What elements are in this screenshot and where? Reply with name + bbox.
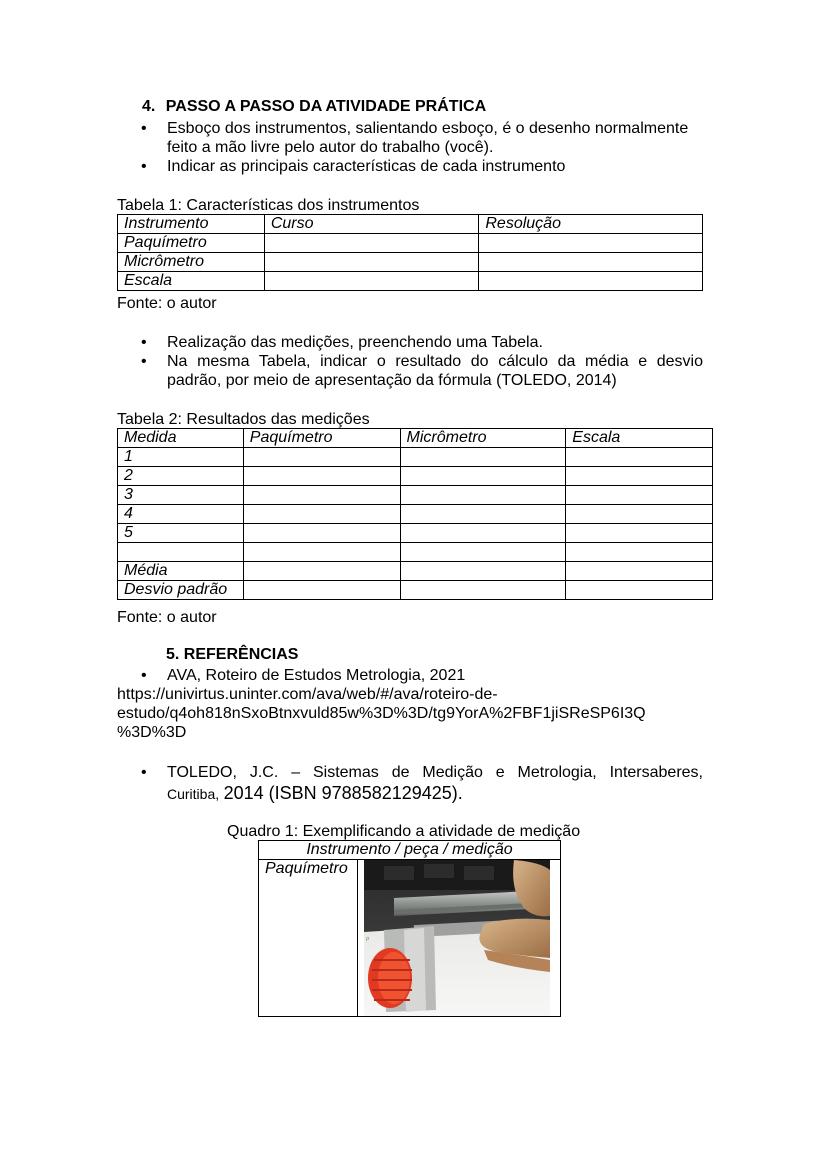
reference-url-line: https://univirtus.uninter.com/ava/web/#/ava/roteiro-de- [117, 686, 498, 703]
measurement-bullets [141, 333, 703, 390]
table-row [118, 272, 703, 291]
table2-source: Fonte: o autor [117, 609, 217, 626]
table-cell: Escala [118, 272, 265, 291]
reference-item: • AVA, Roteiro de Estudos Metrologia, 2021 [141, 666, 703, 685]
bullet-item: • Esboço dos instrumentos, salientando esboço, é o desenho normalmente feito a mão livre pelo autor do trabalho (você). [141, 119, 703, 157]
section4-title: PASSO A PASSO DA ATIVIDADE PRÁTICA [165, 98, 487, 115]
reference-item [141, 763, 703, 804]
table-cell: 2 [118, 467, 244, 486]
section4-number: 4. [142, 98, 156, 115]
table-row [118, 486, 713, 505]
table-row [118, 581, 713, 600]
table1-source: Fonte: o autor [117, 295, 217, 312]
table2-caption: Tabela 2: Resultados das medições [117, 411, 370, 428]
reference-line: • TOLEDO, J.C. – Sistemas de Medição e Metrologia, Intersaberes, [167, 764, 703, 781]
table-cell: 5 [118, 524, 244, 543]
table-header-cell: Escala [566, 429, 713, 448]
table-cell: Paquímetro [259, 860, 358, 1017]
references-list-2 [141, 763, 703, 804]
table-row [118, 234, 703, 253]
table-header-cell: Micrômetro [400, 429, 566, 448]
table-header-cell: Instrumento [118, 215, 265, 234]
table-header-cell: Curso [264, 215, 479, 234]
table-cell [479, 234, 703, 253]
reference-city: Curitiba, [167, 786, 220, 802]
table-header-cell: Instrumento / peça / medição [259, 841, 561, 860]
table-cell [264, 272, 479, 291]
table-cell: Média [118, 562, 244, 581]
table-cell: 3 [118, 486, 244, 505]
table-header-row [259, 841, 561, 860]
table-row [118, 505, 713, 524]
caliper-photo [364, 860, 550, 1016]
table-row [118, 467, 713, 486]
quadro1 [258, 840, 561, 1017]
reference-url-line: %3D%3D [117, 724, 187, 741]
table-row [118, 524, 713, 543]
reference-line-2 [167, 784, 703, 804]
section4-heading [142, 98, 486, 116]
reference-url-line: estudo/q4oh818nSxoBtnxvuld85w%3D%3D/tg9YorA%2FBF1jiSReSP6I3Q [117, 705, 646, 722]
table-cell: Micrômetro [118, 253, 265, 272]
section5-title: 5. REFERÊNCIAS [166, 646, 299, 663]
table-cell [264, 234, 479, 253]
table-row [118, 562, 713, 581]
table-cell: Paquímetro [118, 234, 265, 253]
table1 [117, 214, 703, 291]
table-cell: 4 [118, 505, 244, 524]
table-row [259, 860, 561, 1017]
table-cell [479, 272, 703, 291]
section4-bullets [141, 119, 703, 176]
table-header-row [118, 215, 703, 234]
bullet-item: • Na mesma Tabela, indicar o resultado do cálculo da média e desvio padrão, por meio de apresentação da fórmula (TOLEDO, 2014) [141, 352, 703, 390]
table-cell [264, 253, 479, 272]
reference-url [117, 685, 646, 742]
references-list-1 [141, 666, 703, 685]
photo-cell [358, 860, 561, 1017]
table-row [118, 448, 713, 467]
table-cell: 1 [118, 448, 244, 467]
table-header-cell: Resolução [479, 215, 703, 234]
table-row [118, 543, 713, 562]
table-cell [479, 253, 703, 272]
table-header-cell: Paquímetro [243, 429, 400, 448]
table-row [118, 253, 703, 272]
bullet-item: • Realização das medições, preenchendo uma Tabela. [141, 333, 703, 352]
reference-isbn: 2014 (ISBN 9788582129425). [223, 783, 463, 803]
caliper-photo-image [364, 860, 550, 1016]
table2 [117, 428, 713, 600]
table-cell: Desvio padrão [118, 581, 244, 600]
svg-text:ᵖ: ᵖ [366, 935, 370, 944]
table-cell [118, 543, 244, 562]
quadro1-caption: Quadro 1: Exemplificando a atividade de medição [227, 823, 581, 840]
table-header-row [118, 429, 713, 448]
table-header-cell: Medida [118, 429, 244, 448]
table1-caption: Tabela 1: Características dos instrumentos [117, 197, 420, 214]
bullet-item: • Indicar as principais características de cada instrumento [141, 157, 703, 176]
